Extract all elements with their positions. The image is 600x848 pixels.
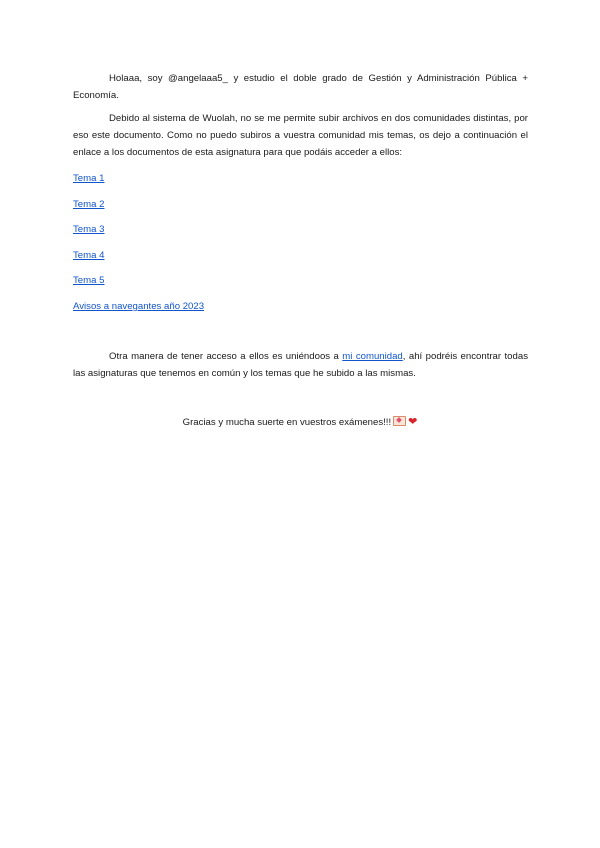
link-tema-1[interactable]: Tema 1 bbox=[73, 173, 105, 184]
love-letter-icon bbox=[393, 416, 406, 426]
explanation-paragraph: Debido al sistema de Wuolah, no se me permite subir archivos en dos comunidades distintas, por eso este documento. Como no puedo subiros a vuestra comunidad mis temas, os dejo a continuación el enlace a los documentos de esta asignatura para que podáis acceder a ellos: bbox=[73, 113, 528, 158]
heart-icon: ❤ bbox=[408, 416, 418, 428]
intro-paragraph: Holaaa, soy @angelaaa5_ y estudio el doble grado de Gestión y Administración Pública + Economía. bbox=[73, 73, 528, 101]
closing-text: Gracias y mucha suerte en vuestros exámenes!!! bbox=[182, 417, 392, 428]
closing-line bbox=[0, 414, 600, 431]
link-tema-5[interactable]: Tema 5 bbox=[73, 275, 105, 286]
link-tema-4[interactable]: Tema 4 bbox=[73, 250, 105, 261]
community-link[interactable]: mi comunidad bbox=[342, 351, 403, 362]
link-tema-2[interactable]: Tema 2 bbox=[73, 199, 105, 210]
community-paragraph bbox=[73, 348, 528, 382]
link-tema-3[interactable]: Tema 3 bbox=[73, 224, 105, 235]
community-text-before: Otra manera de tener acceso a ellos es uniéndoos a bbox=[109, 351, 343, 362]
link-avisos-navegantes[interactable]: Avisos a navegantes año 2023 bbox=[73, 301, 205, 312]
community-text-after: , ahí podréis encontrar todas las asignaturas que tenemos en común y los temas que he subido a las mismas. bbox=[73, 351, 528, 379]
